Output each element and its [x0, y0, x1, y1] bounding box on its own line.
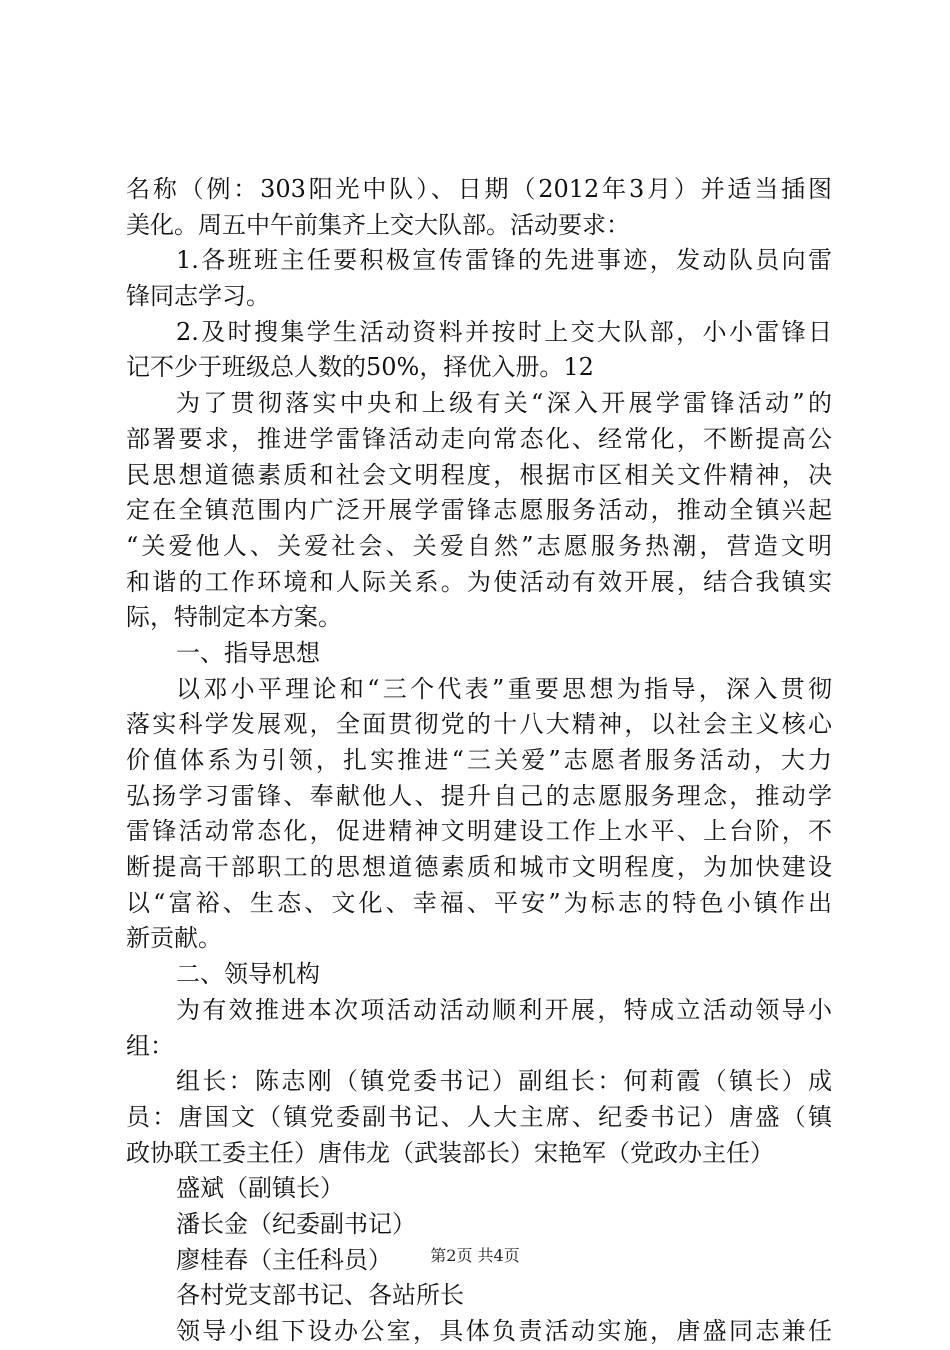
text-line: 盛斌（副镇长） [176, 1174, 344, 1203]
text-line: 新贡献。 [126, 924, 222, 953]
text-line: 落实科学发展观，全面贯彻党的十八大精神，以社会主义核心 [126, 710, 832, 739]
text-line: 和谐的工作环境和人际关系。为使活动有效开展，结合我镇实 [126, 567, 832, 596]
text-line: 雷锋活动常态化，促进精神文明建设工作上水平、上台阶，不 [126, 817, 832, 846]
text-line: 政协联工委主任）唐伟龙（武装部长）宋艳军（党政办主任） [126, 1138, 774, 1167]
text-line: 民思想道德素质和社会文明程度，根据市区相关文件精神，决 [126, 460, 832, 489]
text-line: 组长：陈志刚（镇党委书记）副组长：何莉霞（镇长）成 [176, 1067, 832, 1096]
text-line: 二、领导机构 [176, 960, 320, 989]
text-line: 1.各班班主任要积极宣传雷锋的先进事迹，发动队员向雷 [176, 246, 832, 275]
text-line: 际，特制定本方案。 [126, 603, 342, 632]
text-line: 为了贯彻落实中央和上级有关“深入开展学雷锋活动”的 [176, 389, 832, 418]
text-line: “关爱他人、关爱社会、关爱自然”志愿服务热潮，营造文明 [126, 531, 832, 560]
text-line: 部署要求，推进学雷锋活动走向常态化、经常化，不断提高公 [126, 424, 832, 453]
text-line: 以“富裕、生态、文化、幸福、平安”为标志的特色小镇作出 [126, 888, 832, 917]
document-body [126, 172, 832, 1350]
text-line: 记不少于班级总人数的50%，择优入册。12 [126, 353, 594, 382]
text-line: 锋同志学习。 [126, 282, 270, 311]
text-line: 2.及时搜集学生活动资料并按时上交大队部，小小雷锋日 [176, 317, 832, 346]
text-line: 廖桂春（主任科员） [176, 1245, 392, 1274]
text-line: 名称（例：303阳光中队）、日期（2012年3月）并适当插图 [126, 175, 832, 203]
text-line: 价值体系为引领，扎实推进“三关爱”志愿者服务活动，大力 [126, 746, 832, 774]
text-line: 组： [126, 1031, 174, 1060]
text-line: 以邓小平理论和“三个代表”重要思想为指导，深入贯彻 [176, 674, 832, 703]
text-line: 领导小组下设办公室，具体负责活动实施，唐盛同志兼任 [176, 1317, 832, 1345]
page-number-label: 第2页 共4页 [430, 1246, 520, 1265]
text-line: 潘长金（纪委副书记） [176, 1209, 416, 1238]
page-footer [0, 1246, 950, 1266]
text-line: 弘扬学习雷锋、奉献他人、提升自己的志愿服务理念，推动学 [126, 781, 832, 810]
text-line: 一、指导思想 [176, 638, 320, 667]
text-line: 美化。周五中午前集齐上交大队部。活动要求： [126, 210, 630, 239]
text-line: 为有效推进本次项活动活动顺利开展，特成立活动领导小 [176, 995, 832, 1024]
text-line: 员：唐国文（镇党委副书记、人大主席、纪委书记）唐盛（镇 [126, 1102, 832, 1131]
text-line: 断提高干部职工的思想道德素质和城市文明程度，为加快建设 [126, 853, 832, 882]
text-line: 定在全镇范围内广泛开展学雷锋志愿服务活动，推动全镇兴起 [126, 496, 832, 525]
text-line: 各村党支部书记、各站所长 [176, 1281, 464, 1310]
